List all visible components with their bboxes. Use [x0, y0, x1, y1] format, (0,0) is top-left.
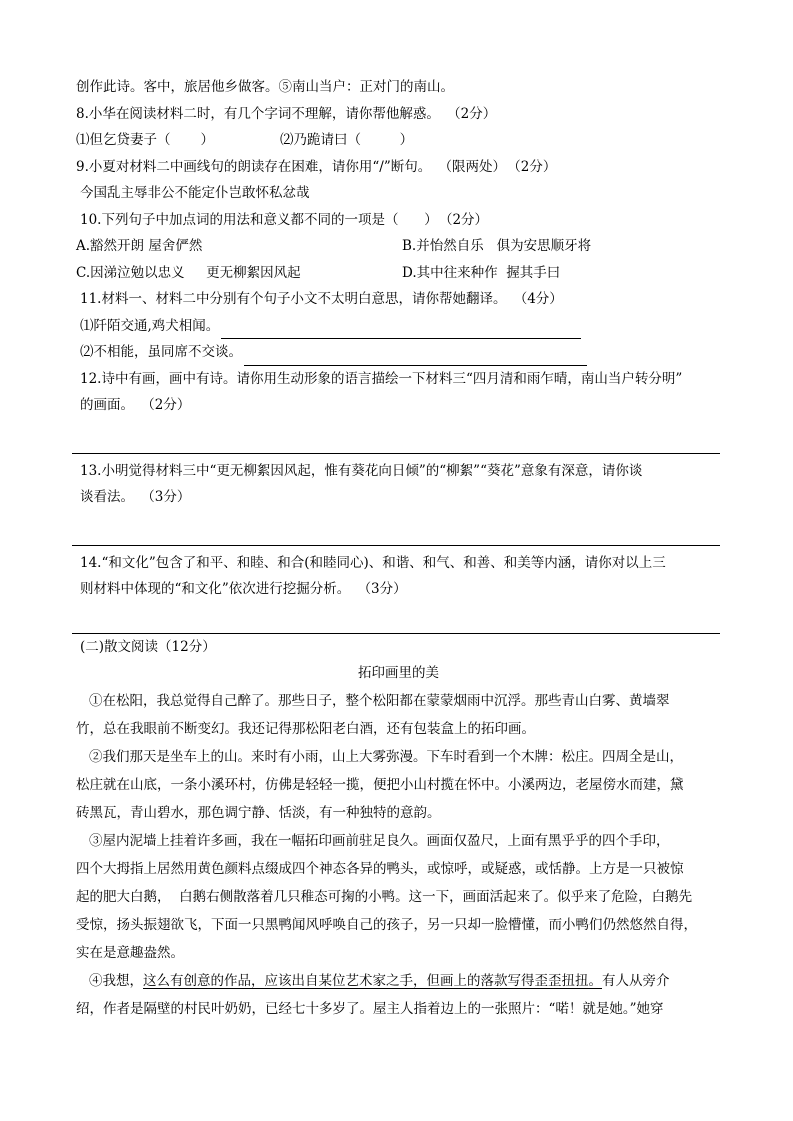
question-13-line-2 [76, 484, 721, 511]
essay-title: 拓印画里的美 [358, 665, 439, 681]
underlined-sentence: 这么有创意的作品，应该出自某位艺术家之手，但画上的落款写得歪歪扭扭。 [143, 972, 602, 989]
question-8 [76, 101, 721, 128]
paragraph-3-line-4: 受惊，扬头振翅欲飞，下面一只黑鸭闻风呼唤自己的孩子，另一只却一脸懵懂，而小鸭们仍然悠然自得， [76, 916, 697, 933]
question-12-line-2 [76, 392, 721, 419]
answer-blank-11-1[interactable] [221, 318, 581, 339]
question-10-options-row-1 [76, 233, 721, 260]
question-11 [76, 286, 721, 313]
essay-body [76, 687, 721, 1023]
question-14-line-1: 14.“和文化”包含了和平、和睦、和合(和睦同心)、和谐、和气、和善、和美等内涵，请你对以上三 [80, 554, 666, 571]
answer-space-13[interactable] [76, 511, 721, 545]
question-11-item-1-text: ⑴阡陌交通,鸡犬相闻。 [80, 317, 220, 334]
annotation-continuation: 创作此诗。客中，旅居他乡做客。⑤南山当户：正对门的南山。 [76, 79, 454, 95]
question-13-score: （3分） [148, 489, 191, 505]
paragraph-4-prefix: ④我想， [89, 972, 143, 989]
paragraph-1-line-2: 竹，总在我眼前不断变幻。我还记得那松阳老白酒，还有包装盒上的拓印画。 [76, 720, 535, 737]
section-2-heading: (二)散文阅读（12分） [80, 638, 216, 655]
paragraph-2-line-1: ②我们那天是坐车上的山。来时有小雨，山上大雾弥漫。下车时看到一个木牌：松庄。四周全是山， [89, 748, 683, 765]
option-b: B.并怡然自乐 俱为安思顺牙将 [402, 238, 592, 254]
question-10-score: （2分） [445, 211, 489, 228]
question-13-text-2: 谈看法。 [80, 489, 134, 505]
question-8-text: 8.小华在阅读材料二时，有几个字词不理解，请你帮他解惑。 [76, 105, 440, 122]
paragraph-3-line-2: 四个大拇指上居然用黄色颜料点缀成四个神态各异的鸭头，或惊呼，或疑惑，或恬静。上方是一只被惊 [76, 860, 684, 877]
question-11-item-2-text: ⑵不相能，虽同席不交谈。 [80, 344, 242, 360]
paragraph-4-suffix: 有人从旁介 [602, 972, 670, 989]
question-14-text-2: 则材料中体现的“和文化”依次进行挖掘分析。 [80, 581, 351, 597]
question-9-text: 9.小夏对材料二中画线句的朗读存在困难，请你用“/”断句。 [76, 158, 432, 175]
question-10-text: 10.下列句子中加点词的用法和意义都不同的一项是（ ） [80, 211, 438, 228]
question-14-line-2 [76, 576, 721, 603]
question-12-line-1: 12.诗中有画，画中有诗。请你用生动形象的语言描绘一下材料三“四月清和雨乍晴，南山当户转分明” [80, 370, 683, 387]
paragraph-4-line-2: 绍，作者是隔壁的村民叶奶奶，已经七十多岁了。屋主人指着边上的一张照片：“喏！就是她。”她穿 [76, 1000, 664, 1017]
question-10 [76, 207, 721, 234]
question-8-items [76, 127, 721, 154]
question-11-item-2 [76, 339, 721, 366]
question-14-score: （3分） [364, 581, 407, 597]
question-13-line-1: 13.小明觉得材料三中“更无柳絮因风起，惟有葵花向日倾”的“柳絮”“葵花”意象有深意，请你谈 [80, 462, 643, 479]
question-12-text-2: 的画面。 [80, 397, 134, 413]
question-12-score: （2分） [148, 397, 191, 413]
option-c: C.因涕泣勉以忠义 更无柳絮因风起 [76, 264, 301, 281]
paragraph-2-line-2: 松庄就在山底，一条小溪环村，仿佛是轻轻一揽，便把小山村揽在怀中。小溪两边，老屋傍水而建，黛 [76, 776, 684, 793]
paragraph-2-line-3: 砖黑瓦，青山碧水，那色调宁静、恬淡，有一种独特的意韵。 [76, 804, 441, 821]
question-11-item-1 [76, 313, 721, 340]
question-8-item-2: ⑵乃跪请曰（ ） [280, 132, 414, 148]
answer-space-14[interactable] [76, 603, 721, 633]
question-8-item-1: ⑴但乞贷妻子（ ） [76, 132, 215, 148]
answer-space-12[interactable] [76, 419, 721, 453]
paragraph-3-line-3: 起的肥大白鹅， 白鹅右侧散落着几只稚态可掬的小鸭。这一下，画面活起来了。似乎来了危险，白鹅先 [76, 888, 693, 905]
question-11-text: 11.材料一、材料二中分别有个句子小文不太明白意思，请你帮她翻译。 [80, 291, 507, 307]
question-9-sentence: 今国乱主辱非公不能定仆岂敢怀私忿哉 [80, 185, 310, 201]
option-d: D.其中往来种作 握其手曰 [402, 264, 561, 281]
question-11-score: （4分） [520, 291, 563, 307]
question-9 [76, 154, 721, 181]
option-a: A.豁然开朗 屋舍俨然 [76, 238, 203, 254]
question-8-score: （2分） [453, 105, 497, 122]
paragraph-4-line-1 [76, 967, 721, 995]
question-9-note: （限两处） [445, 158, 506, 175]
paragraph-3-line-5: 实在是意趣盎然。 [76, 944, 184, 961]
paragraph-1-line-1: ①在松阳，我总觉得自己醉了。那些日子，整个松阳都在蒙蒙烟雨中沉浮。那些青山白雾、黄墙翠 [89, 692, 670, 709]
question-10-options-row-2 [76, 260, 721, 287]
paragraph-3-line-1: ③屋内泥墙上挂着许多画，我在一幅拓印画前驻足良久。画面仅盈尺，上面有黑乎乎的四个手印， [89, 832, 670, 849]
question-9-score: （2分） [513, 158, 557, 175]
answer-blank-11-2[interactable] [244, 345, 587, 366]
